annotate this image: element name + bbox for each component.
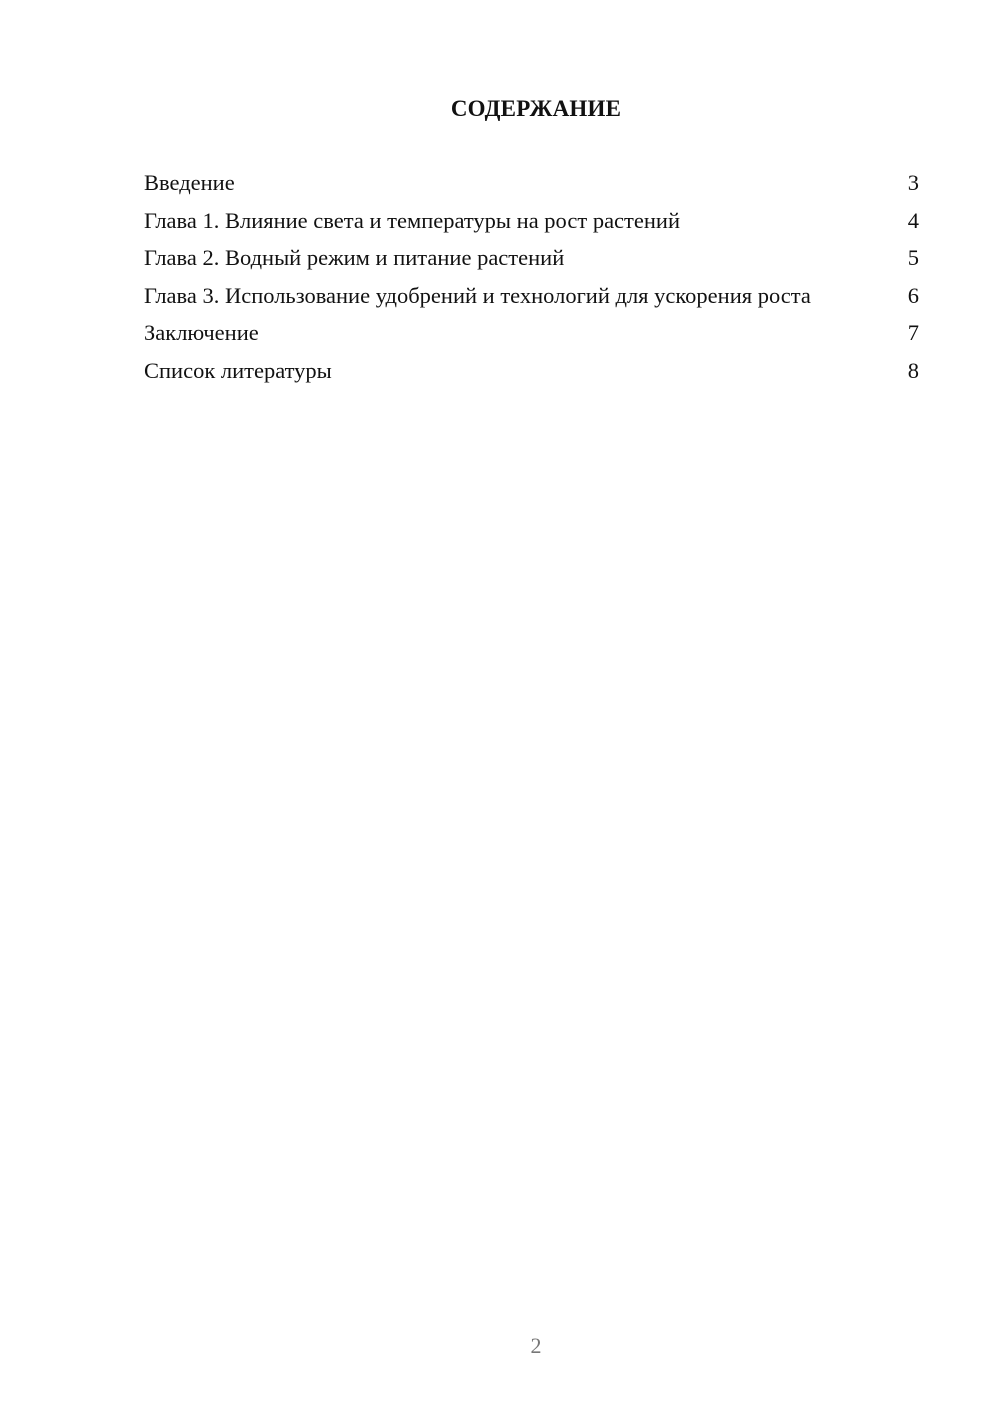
toc-entry-conclusion — [144, 320, 919, 346]
toc-entry-text: Глава 3. Использование удобрений и технологий для ускорения роста — [144, 282, 811, 308]
toc-entry-chapter-3 — [144, 283, 919, 309]
toc-entry-text: Введение — [144, 170, 235, 195]
toc-entry-introduction — [144, 170, 919, 196]
toc-entry-chapter-2 — [144, 245, 919, 271]
toc-entry-text: Глава 1. Влияние света и температуры на рост растений — [144, 207, 680, 233]
toc-entry-references — [144, 358, 919, 384]
toc-entry-page: 4 — [907, 207, 919, 233]
toc-entry-text: Список литературы — [144, 357, 332, 383]
toc-entry-page: 6 — [907, 282, 919, 308]
toc-entry-page: 8 — [907, 357, 919, 383]
toc-entry-page: 3 — [907, 170, 919, 195]
page-number: 2 — [530, 1333, 542, 1358]
toc-entry-text: Заключение — [144, 320, 259, 345]
toc-entry-page: 7 — [907, 320, 919, 345]
toc-title: СОДЕРЖАНИЕ — [450, 96, 622, 121]
toc-entry-chapter-1 — [144, 208, 919, 234]
toc-entry-page: 5 — [907, 245, 919, 270]
toc-entry-text: Глава 2. Водный режим и питание растений — [144, 245, 565, 270]
toc-list — [144, 170, 919, 395]
